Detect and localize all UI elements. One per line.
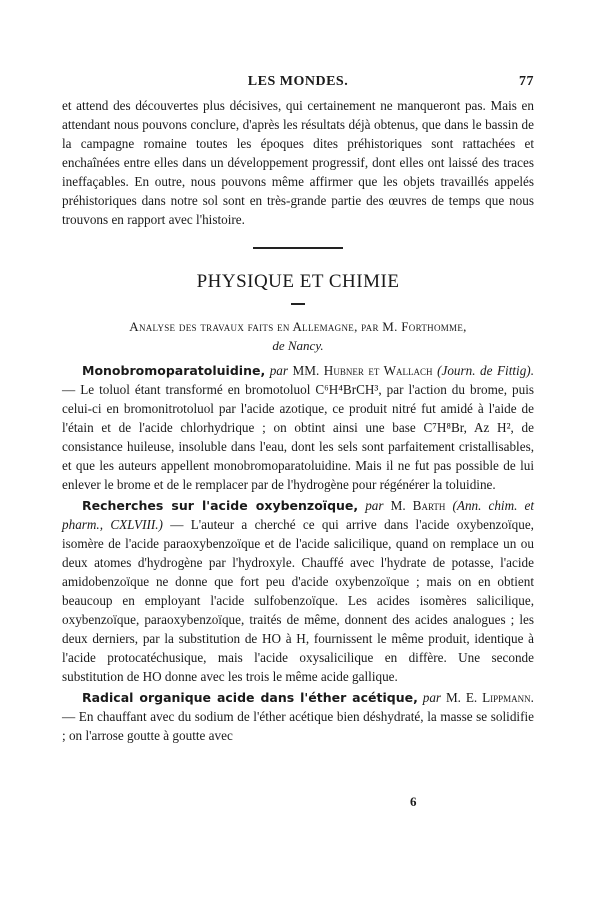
page-number: 77 — [519, 74, 534, 89]
entry-by: par — [265, 363, 293, 378]
entry-text: — Le toluol étant transformé en bromotoluol C⁶H⁴BrCH³, par l'action du brome, puis celui-ci en bromonitrotoluol par l'acide azotique, ce produit nitré fut amidé à l'aide de l'étain et de l'acide chlorhydrique ; on obtint ainsi une base C⁷H⁸Br, Az H², de consistance huileuse, insoluble dans l'eau, dont les sels sont parfaitement cristallisables, et que les auteurs appellent monobromoparatoluidine. Mais il ne fut pas possible de lui enlever le brome et de le remplacer par de l'hydrogène pour régénérer la toluidine. — [62, 382, 534, 492]
entry-text: — L'auteur a cherché ce qui arrive dans l'acide oxybenzoïque, isomère de l'acide paraoxybenzoïque et de l'acide salicilique, quand on remplace un ou deux atomes d'hydrogène par l'hydroxyle. Chauffé avec l'hydrate de potasse, l'acide amidobenzoïque ne donne que fort peu d'acide oxybenzoïque ; mais on en obtient beaucoup en employant l'acide sulfobenzoïque. Les acides isomères salicilique, oxybenzoïque, paraoxybenzoïque, traités de même, donnent des acides analogues ; les deux derniers, par la substitution de HO à H, fournissent le même produit, identique à l'acide protocatéchusique, mais l'acide oxysalicilique en diffère. Une seconde substitution de HO donne avec les trois le même acide gallique. — [62, 517, 534, 684]
entry-heading: Recherches sur l'acide oxybenzoïque, — [82, 498, 359, 513]
entry-citation: (Journ. de Fittig). — [437, 363, 534, 378]
entry-authors: MM. Hubner et Wallach — [292, 363, 433, 378]
entry-2 — [62, 496, 534, 686]
title-dash — [291, 303, 305, 305]
section-divider — [253, 247, 343, 249]
entry-by: par — [417, 690, 446, 705]
entry-citation: (Ann. chim. et pharm., CXLVIII.) — [62, 498, 534, 532]
entry-authors: M. Barth — [390, 498, 446, 513]
page — [62, 74, 534, 745]
analyse-place: de Nancy. — [272, 338, 324, 353]
entry-heading: Radical organique acide dans l'éther acétique, — [82, 690, 418, 705]
entry-text: — En chauffant avec du sodium de l'éther acétique bien déshydraté, la masse se solidifie ; on l'arrose goutte à goutte avec — [62, 709, 534, 743]
entry-1 — [62, 361, 534, 494]
entry-heading: Monobromoparatoluidine, — [82, 363, 266, 378]
intro-paragraph: et attend des découvertes plus décisives, qui certainement ne manqueront pas. Mais en attendant nous pouvons conclure, d'après les résultats déjà obtenus, que dans le bassin de la campagne romaine toutes les époques dites préhistoriques sont rattachées et enchaînées entre elles dans un développement progressif, dont elles ont laissé des traces ineffaçables. En outre, nous pouvons même affirmer que les objets travaillés appelés préhistoriques dans notre sol sont en très-grande partie des œuvres de temps que nous trouvons en rapport avec l'histoire. — [62, 98, 534, 227]
analyse-line — [62, 317, 534, 355]
analyse-prefix: Analyse des travaux faits en Allemagne, par M. Forthomme, — [129, 319, 467, 334]
entry-by: par — [358, 498, 391, 513]
running-head — [62, 74, 534, 96]
entry-authors: M. E. Lippmann. — [445, 690, 534, 705]
section-title: PHYSIQUE ET CHIMIE — [196, 271, 400, 292]
running-title: LES MONDES. — [247, 74, 349, 89]
signature-mark: 6 — [410, 794, 417, 809]
entry-3 — [62, 688, 534, 745]
